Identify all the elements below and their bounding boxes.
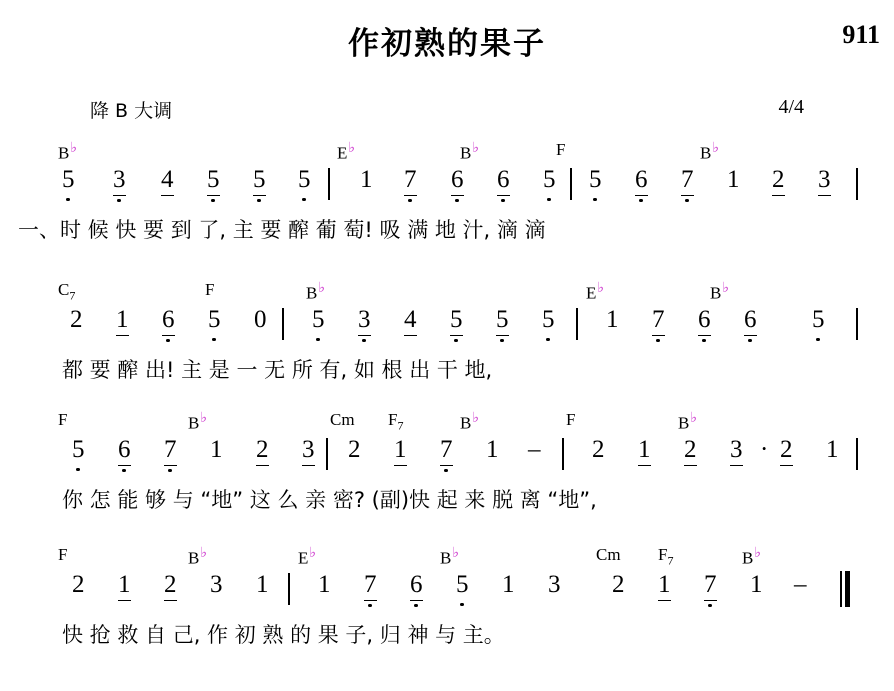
note: 6 <box>744 306 757 336</box>
note: 2 <box>612 571 625 598</box>
note: 1 <box>360 166 373 193</box>
chord-symbol: B♭ <box>440 546 459 568</box>
note: 2 <box>592 436 605 463</box>
chord-symbol: B♭ <box>460 141 479 163</box>
note: 1 <box>750 571 763 598</box>
barline <box>326 438 328 470</box>
music-system-3 <box>0 410 894 524</box>
chord-symbol: F <box>58 545 68 564</box>
note: 3 <box>302 436 315 466</box>
lyric-line: 你 怎 能 够 与 “地” 这 么 亲 密? (副)快 起 来 脱 离 “地”, <box>62 488 597 512</box>
chord-symbol: Cm <box>330 410 355 429</box>
chord-symbol: B♭ <box>742 546 761 568</box>
chord-symbol: F <box>58 410 68 429</box>
note: 1 <box>318 571 331 598</box>
chord-row <box>0 280 894 306</box>
note: 6 <box>410 571 423 601</box>
note: 1 <box>118 571 131 601</box>
note: 1 <box>394 436 407 466</box>
chord-row <box>0 545 894 571</box>
note-row <box>0 166 894 214</box>
lyric-row <box>0 619 894 659</box>
chord-symbol: E♭ <box>337 141 355 163</box>
note: 3 <box>113 166 126 196</box>
note: 4 <box>404 306 417 336</box>
note-row <box>0 436 894 484</box>
note: 7 <box>681 166 694 196</box>
lyric-row <box>0 484 894 524</box>
note: 6 <box>118 436 131 466</box>
note: 5 <box>812 306 825 333</box>
chord-symbol: B♭ <box>700 141 719 163</box>
barline <box>328 168 330 200</box>
note: 1 <box>727 166 740 193</box>
note: 3 <box>818 166 831 196</box>
note: 1 <box>638 436 651 466</box>
note-row <box>0 571 894 619</box>
barline <box>282 308 284 340</box>
note: 1 <box>502 571 515 598</box>
note: 6 <box>635 166 648 196</box>
note: 1 <box>826 436 839 463</box>
chord-symbol: $F_7$ <box>388 410 404 433</box>
note: 6 <box>698 306 711 336</box>
barline <box>576 308 578 340</box>
chord-symbol: F <box>205 280 215 299</box>
note: 2 <box>164 571 177 601</box>
chord-symbol: E♭ <box>586 281 604 303</box>
note: – <box>794 571 807 598</box>
note: · <box>760 436 769 463</box>
note: 1 <box>658 571 671 601</box>
chord-symbol: $F_7$ <box>658 545 674 568</box>
note: 2 <box>780 436 793 466</box>
note: 5 <box>543 166 556 193</box>
chord-symbol: B♭ <box>678 411 697 433</box>
note: 5 <box>253 166 266 196</box>
note: 7 <box>440 436 453 466</box>
barline <box>288 573 290 605</box>
chord-symbol: B♭ <box>460 411 479 433</box>
note: 5 <box>62 166 75 193</box>
page-number: 911 <box>842 20 880 49</box>
note: 5 <box>456 571 469 598</box>
note: 5 <box>542 306 555 333</box>
note: 5 <box>72 436 85 463</box>
note: 7 <box>704 571 717 601</box>
barline <box>856 308 858 340</box>
note: 5 <box>450 306 463 336</box>
page-title: 作初熟的果子 <box>348 26 546 62</box>
note: 5 <box>312 306 325 333</box>
note: 2 <box>256 436 269 466</box>
note: 7 <box>164 436 177 466</box>
note: 3 <box>210 571 223 598</box>
chord-symbol: B♭ <box>188 411 207 433</box>
barline <box>856 438 858 470</box>
note: 4 <box>161 166 174 196</box>
note: 3 <box>358 306 371 336</box>
chord-symbol: B♭ <box>710 281 729 303</box>
note: 7 <box>364 571 377 601</box>
time-signature: 4/4 <box>778 96 804 118</box>
chord-symbol: B♭ <box>306 281 325 303</box>
chord-symbol: F <box>566 410 576 429</box>
note: – <box>528 436 541 463</box>
note: 5 <box>589 166 602 193</box>
chord-symbol: B♭ <box>188 546 207 568</box>
chord-symbol: E♭ <box>298 546 316 568</box>
note: 1 <box>256 571 269 598</box>
note: 1 <box>210 436 223 463</box>
chord-symbol: Cm <box>596 545 621 564</box>
lyric-row <box>0 214 894 254</box>
note: 2 <box>772 166 785 196</box>
music-system-2 <box>0 280 894 394</box>
note: 3 <box>548 571 561 598</box>
note: 2 <box>684 436 697 466</box>
barline <box>570 168 572 200</box>
note: 7 <box>404 166 417 196</box>
note: 6 <box>451 166 464 196</box>
lyric-line: 快 抢 救 自 己, 作 初 熟 的 果 子, 归 神 与 主。 <box>62 623 505 647</box>
chord-row <box>0 140 894 166</box>
note: 5 <box>298 166 311 193</box>
note: 6 <box>497 166 510 196</box>
note: 2 <box>70 306 83 333</box>
lyric-line: 一、时 候 快 要 到 了, 主 要 醡 葡 萄! 吸 满 地 汁, 滴 滴 <box>18 218 546 242</box>
note-row <box>0 306 894 354</box>
lyric-row <box>0 354 894 394</box>
note: 2 <box>348 436 361 463</box>
chord-row <box>0 410 894 436</box>
note: 1 <box>116 306 129 336</box>
key-signature: 降 B 大调 <box>90 100 173 122</box>
note: 7 <box>652 306 665 336</box>
barline <box>856 168 858 200</box>
note: 1 <box>606 306 619 333</box>
note: 3 <box>730 436 743 466</box>
note: 1 <box>486 436 499 463</box>
music-system-4 <box>0 545 894 659</box>
note: 5 <box>208 306 221 333</box>
note: 2 <box>72 571 85 598</box>
note: 0 <box>254 306 267 333</box>
note: 6 <box>162 306 175 336</box>
chord-symbol: $C_7$ <box>58 280 76 303</box>
note: 5 <box>207 166 220 196</box>
lyric-line: 都 要 醡 出! 主 是 一 无 所 有, 如 根 出 干 地, <box>62 358 493 382</box>
music-system-1 <box>0 140 894 254</box>
chord-symbol: F <box>556 140 566 159</box>
chord-symbol: B♭ <box>58 141 77 163</box>
barline <box>562 438 564 470</box>
note: 5 <box>496 306 509 336</box>
